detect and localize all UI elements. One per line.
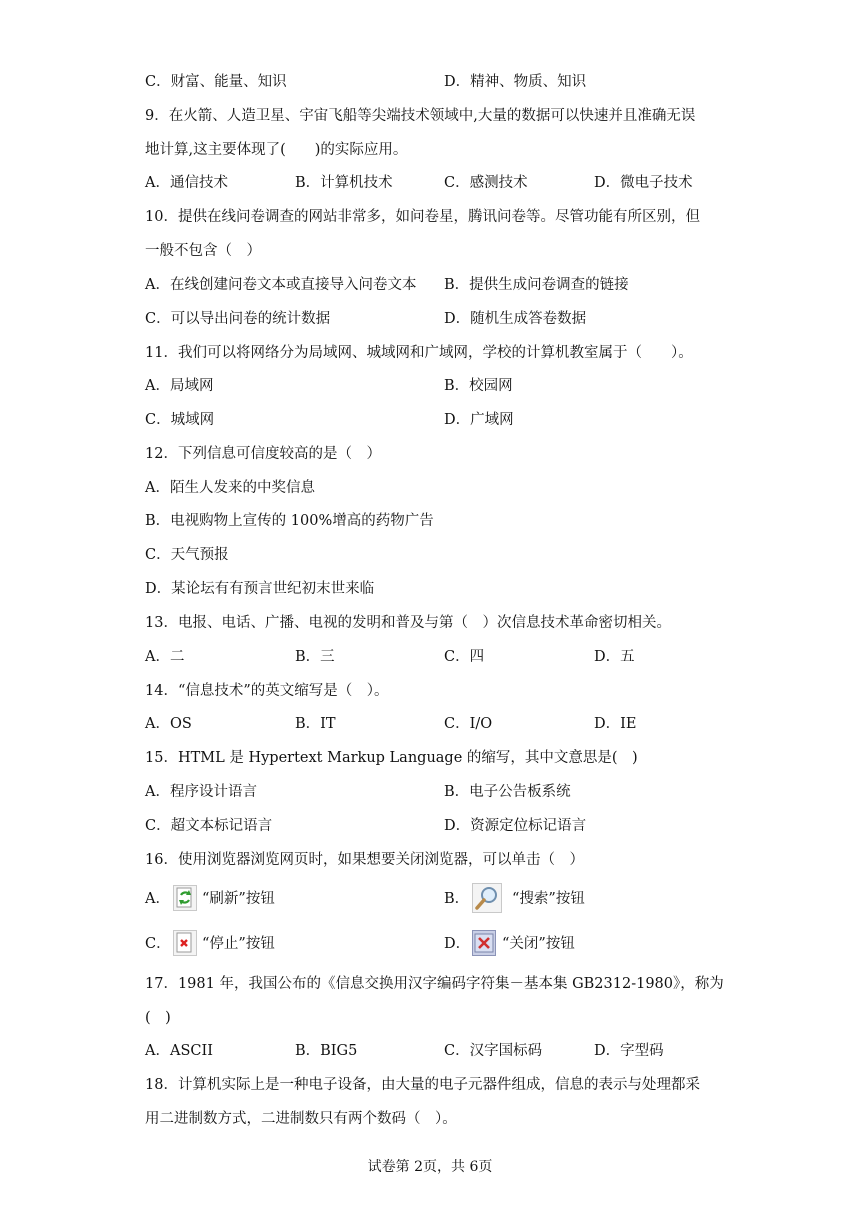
q11-option-d: D．广域网 <box>444 412 514 428</box>
q15-option-b: B．电子公告板系统 <box>444 784 571 800</box>
search-icon <box>472 883 502 913</box>
q16-option-d-text: “关闭”按钮 <box>502 936 575 952</box>
q9-option-c: C．感测技术 <box>444 175 528 191</box>
q14-option-a: A．OS <box>145 716 192 732</box>
q17-stem-line2: ( ) <box>145 1010 171 1026</box>
q14-stem: 14．“信息技术”的英文缩写是（ ）。 <box>145 683 389 699</box>
q10-option-a: A．在线创建问卷文本或直接导入问卷文本 <box>145 277 417 293</box>
q15-option-c: C．超文本标记语言 <box>145 818 273 834</box>
q17-option-c: C．汉字国标码 <box>444 1043 543 1059</box>
q13-option-c: C．四 <box>444 649 485 665</box>
q14-option-c: C．I/O <box>444 716 493 732</box>
q10-stem-line1: 10．提供在线问卷调查的网站非常多，如问卷星，腾讯问卷等。尽管功能有所区别，但 <box>145 209 700 225</box>
q13-option-b: B．三 <box>295 649 335 665</box>
q12-option-b: B．电视购物上宣传的 100%增高的药物广告 <box>145 513 434 529</box>
q16-option-d-letter: D． <box>444 936 471 952</box>
q16-option-a-letter: A． <box>145 891 170 907</box>
q17-option-b: B．BIG5 <box>295 1043 358 1059</box>
q12-option-a: A．陌生人发来的中奖信息 <box>145 480 315 496</box>
q11-option-a: A．局域网 <box>145 378 214 394</box>
q11-option-c: C．城域网 <box>145 412 215 428</box>
q9-option-d: D．微电子技术 <box>594 175 693 191</box>
q12-option-d: D．某论坛有有预言世纪初末世来临 <box>145 581 375 597</box>
q9-stem-line2: 地计算,这主要体现了( )的实际应用。 <box>145 142 408 158</box>
q16-option-b-letter: B． <box>444 891 470 907</box>
q12-stem: 12．下列信息可信度较高的是（ ） <box>145 446 381 462</box>
q13-stem: 13．电报、电话、广播、电视的发明和普及与第（ ）次信息技术革命密切相关。 <box>145 615 671 631</box>
q11-stem: 11．我们可以将网络分为局域网、城域网和广域网，学校的计算机教室属于（ ）。 <box>145 345 693 361</box>
q14-option-b: B．IT <box>295 716 336 732</box>
q17-stem-line1: 17．1981 年，我国公布的《信息交换用汉字编码字符集－基本集 GB2312-1980》，称为 <box>145 976 724 992</box>
q8-option-c: C．财富、能量、知识 <box>145 74 287 90</box>
q17-option-a: A．ASCII <box>145 1043 213 1059</box>
q16-option-a-text: “刷新”按钮 <box>202 891 275 907</box>
q15-stem: 15．HTML 是 Hypertext Markup Language 的缩写，其中文意思是( ) <box>145 750 638 766</box>
q12-option-c: C．天气预报 <box>145 547 229 563</box>
q18-stem-line1: 18．计算机实际上是一种电子设备，由大量的电子元器件组成，信息的表示与处理都采 <box>145 1077 700 1093</box>
q16-stem: 16．使用浏览器浏览网页时，如果想要关闭浏览器，可以单击（ ） <box>145 852 584 868</box>
q15-option-d: D．资源定位标记语言 <box>444 818 587 834</box>
q16-option-c-text: “停止”按钮 <box>202 936 275 952</box>
q15-option-a: A．程序设计语言 <box>145 784 257 800</box>
q10-option-b: B．提供生成问卷调查的链接 <box>444 277 629 293</box>
close-icon <box>472 930 496 956</box>
q10-option-c: C．可以导出问卷的统计数据 <box>145 311 331 327</box>
q14-option-d: D．IE <box>594 716 637 732</box>
refresh-icon <box>173 885 197 911</box>
q9-stem-line1: 9．在火箭、人造卫星、宇宙飞船等尖端技术领域中,大量的数据可以快速并且准确无误 <box>145 108 696 124</box>
q11-option-b: B．校园网 <box>444 378 513 394</box>
q9-option-b: B．计算机技术 <box>295 175 393 191</box>
q16-option-b-text: “搜索”按钮 <box>512 891 585 907</box>
q17-option-d: D．字型码 <box>594 1043 664 1059</box>
q18-stem-line2: 用二进制数方式，二进制数只有两个数码（ ）。 <box>145 1111 457 1127</box>
q16-option-c-letter: C． <box>145 936 171 952</box>
q10-stem-line2: 一般不包含（ ） <box>145 243 261 259</box>
q9-option-a: A．通信技术 <box>145 175 228 191</box>
q13-option-a: A．二 <box>145 649 185 665</box>
q10-option-d: D．随机生成答卷数据 <box>444 311 587 327</box>
q8-option-d: D．精神、物质、知识 <box>444 74 587 90</box>
page-footer: 试卷第 2页，共 6页 <box>367 1159 493 1175</box>
q13-option-d: D．五 <box>594 649 635 665</box>
stop-icon <box>173 930 197 956</box>
